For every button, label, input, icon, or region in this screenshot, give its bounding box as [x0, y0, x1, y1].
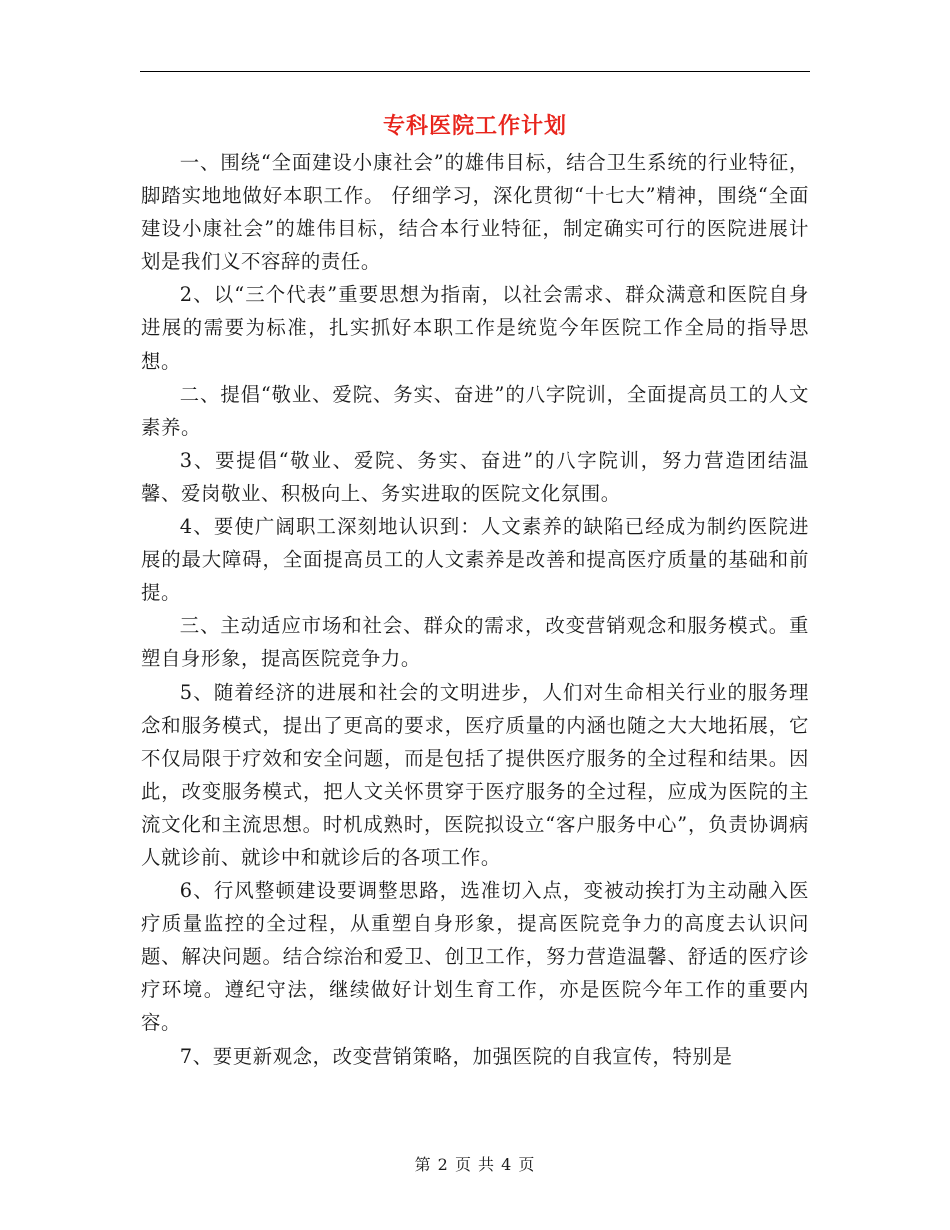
paragraph-9: 7、要更新观念，改变营销策略，加强医院的自我宣传，特别是: [179, 1044, 733, 1068]
paragraph-2: 2、以“三个代表”重要思想为指南，以社会需求、群众满意和医院自身进展的需要为标准，扎实抓好本职工作是统览今年医院工作全局的指导思想。: [141, 283, 809, 373]
document-title: 专科医院工作计划: [382, 113, 567, 139]
document-body: [141, 146, 809, 1073]
paragraph-6: 三、主动适应市场和社会、群众的需求，改变营销观念和服务模式。重塑自身形象，提高医院竞争力。: [141, 614, 809, 671]
paragraph-3: 二、提倡“敬业、爱院、务实、奋进”的八字院训，全面提高员工的人文素养。: [141, 382, 809, 439]
paragraph-5: 4、要使广阔职工深刻地认识到：人文素养的缺陷已经成为制约医院进展的最大障碍，全面提高员工的人文素养是改善和提高医疗质量的基础和前提。: [141, 515, 809, 605]
paragraph-8: 6、行风整顿建设要调整思路，选准切入点，变被动挨打为主动融入医疗质量监控的全过程，从重塑自身形象，提高医院竞争力的高度去认识问题、解决问题。结合综治和爱卫、创卫工作，努力营造温馨、舒适的医疗诊疗环境。遵纪守法，继续做好计划生育工作，亦是医院今年工作的重要内容。: [141, 879, 809, 1035]
paragraph-1: 一、围绕“全面建设小康社会”的雄伟目标，结合卫生系统的行业特征，脚踏实地地做好本职工作。 仔细学习，深化贯彻“十七大”精神，围绕“全面建设小康社会”的雄伟目标，结合本行业特征，制定确实可行的医院进展计划是我们义不容辞的责任。: [141, 151, 809, 274]
paragraph-4: 3、要提倡“敬业、爱院、务实、奋进”的八字院训，努力营造团结温馨、爱岗敬业、积极向上、务实进取的医院文化氛围。: [141, 448, 809, 505]
header-rule: [140, 71, 810, 72]
page-number-footer: 第 2 页 共 4 页: [414, 1155, 536, 1174]
paragraph-7: 5、随着经济的进展和社会的文明进步，人们对生命相关行业的服务理念和服务模式，提出了更高的要求，医疗质量的内涵也随之大大地拓展，它不仅局限于疗效和安全问题，而是包括了提供医疗服务的全过程和结果。因此，改变服务模式，把人文关怀贯穿于医疗服务的全过程，应成为医院的主流文化和主流思想。时机成熟时，医院拟设立“客户服务中心”，负责协调病人就诊前、就诊中和就诊后的各项工作。: [141, 680, 809, 869]
